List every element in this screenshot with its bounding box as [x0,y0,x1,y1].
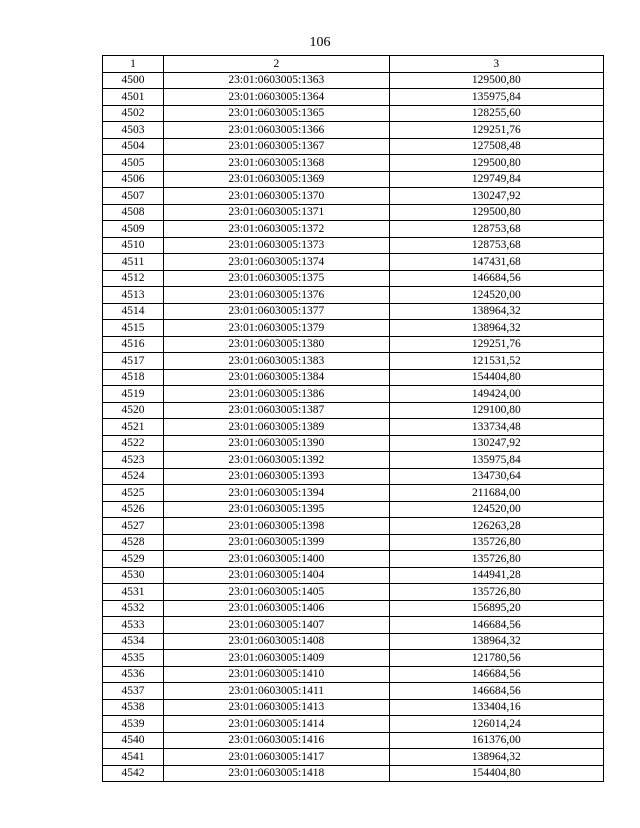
cadastral-number-cell: 23:01:0603005:1369 [164,171,389,188]
row-number-cell: 4528 [103,534,164,551]
cadastral-number-cell: 23:01:0603005:1390 [164,435,389,452]
table-row [103,518,604,535]
page-number: 106 [309,35,331,50]
table-row [103,138,604,155]
cadastral-number-cell: 23:01:0603005:1364 [164,89,389,106]
cadastral-number-cell: 23:01:0603005:1389 [164,419,389,436]
cadastral-number-cell: 23:01:0603005:1400 [164,551,389,568]
value-cell: 147431,68 [389,254,603,271]
value-cell: 134730,64 [389,468,603,485]
row-number-cell: 4539 [103,716,164,733]
table-row [103,171,604,188]
table-row [103,419,604,436]
value-cell: 135975,84 [389,89,603,106]
row-number-cell: 4529 [103,551,164,568]
value-cell: 138964,32 [389,633,603,650]
table-row [103,650,604,667]
table-row [103,485,604,502]
cadastral-number-cell: 23:01:0603005:1363 [164,72,389,89]
value-cell: 146684,56 [389,270,603,287]
cadastral-number-cell: 23:01:0603005:1380 [164,336,389,353]
value-cell: 135726,80 [389,551,603,568]
value-cell: 129500,80 [389,155,603,172]
row-number-cell: 4525 [103,485,164,502]
registry-table [102,55,604,782]
value-cell: 121780,56 [389,650,603,667]
value-cell: 129100,80 [389,402,603,419]
cadastral-number-cell: 23:01:0603005:1373 [164,237,389,254]
cadastral-number-cell: 23:01:0603005:1393 [164,468,389,485]
column-header-number: 1 [103,56,164,73]
cadastral-number-cell: 23:01:0603005:1409 [164,650,389,667]
value-cell: 130247,92 [389,188,603,205]
cadastral-number-cell: 23:01:0603005:1387 [164,402,389,419]
cadastral-number-cell: 23:01:0603005:1367 [164,138,389,155]
value-cell: 124520,00 [389,501,603,518]
row-number-cell: 4514 [103,303,164,320]
table-row [103,468,604,485]
cadastral-number-cell: 23:01:0603005:1368 [164,155,389,172]
value-cell: 128255,60 [389,105,603,122]
row-number-cell: 4519 [103,386,164,403]
value-cell: 129251,76 [389,336,603,353]
value-cell: 127508,48 [389,138,603,155]
value-cell: 126014,24 [389,716,603,733]
table-row [103,716,604,733]
value-cell: 128753,68 [389,237,603,254]
value-cell: 129500,80 [389,72,603,89]
value-cell: 156895,20 [389,600,603,617]
value-cell: 128753,68 [389,221,603,238]
value-cell: 124520,00 [389,287,603,304]
row-number-cell: 4526 [103,501,164,518]
row-number-cell: 4538 [103,699,164,716]
row-number-cell: 4534 [103,633,164,650]
row-number-cell: 4505 [103,155,164,172]
row-number-cell: 4542 [103,765,164,782]
row-number-cell: 4513 [103,287,164,304]
table-row [103,749,604,766]
row-number-cell: 4541 [103,749,164,766]
table-row [103,435,604,452]
table-row [103,72,604,89]
table-row [103,270,604,287]
value-cell: 161376,00 [389,732,603,749]
table-row [103,765,604,782]
cadastral-number-cell: 23:01:0603005:1394 [164,485,389,502]
table-row [103,666,604,683]
cadastral-number-cell: 23:01:0603005:1395 [164,501,389,518]
value-cell: 146684,56 [389,683,603,700]
row-number-cell: 4509 [103,221,164,238]
value-cell: 133734,48 [389,419,603,436]
table-row [103,89,604,106]
value-cell: 211684,00 [389,485,603,502]
value-cell: 129251,76 [389,122,603,139]
row-number-cell: 4518 [103,369,164,386]
row-number-cell: 4520 [103,402,164,419]
cadastral-number-cell: 23:01:0603005:1372 [164,221,389,238]
table-row [103,353,604,370]
cadastral-number-cell: 23:01:0603005:1384 [164,369,389,386]
table-row [103,188,604,205]
row-number-cell: 4517 [103,353,164,370]
row-number-cell: 4511 [103,254,164,271]
cadastral-number-cell: 23:01:0603005:1406 [164,600,389,617]
cadastral-number-cell: 23:01:0603005:1408 [164,633,389,650]
cadastral-number-cell: 23:01:0603005:1366 [164,122,389,139]
row-number-cell: 4510 [103,237,164,254]
cadastral-number-cell: 23:01:0603005:1404 [164,567,389,584]
table-row [103,122,604,139]
table-row [103,699,604,716]
cadastral-number-cell: 23:01:0603005:1417 [164,749,389,766]
table-row [103,287,604,304]
table-row [103,584,604,601]
table-row [103,683,604,700]
row-number-cell: 4507 [103,188,164,205]
value-cell: 146684,56 [389,666,603,683]
cadastral-number-cell: 23:01:0603005:1407 [164,617,389,634]
row-number-cell: 4524 [103,468,164,485]
table-row [103,105,604,122]
table-row [103,320,604,337]
value-cell: 138964,32 [389,303,603,320]
table-row [103,501,604,518]
row-number-cell: 4530 [103,567,164,584]
table-row [103,567,604,584]
value-cell: 135726,80 [389,534,603,551]
value-cell: 129500,80 [389,204,603,221]
cadastral-number-cell: 23:01:0603005:1411 [164,683,389,700]
value-cell: 135975,84 [389,452,603,469]
table-row [103,336,604,353]
value-cell: 146684,56 [389,617,603,634]
row-number-cell: 4527 [103,518,164,535]
table-header-row [103,56,604,73]
value-cell: 149424,00 [389,386,603,403]
table-row [103,617,604,634]
row-number-cell: 4537 [103,683,164,700]
table-row [103,303,604,320]
table-row [103,732,604,749]
cadastral-number-cell: 23:01:0603005:1398 [164,518,389,535]
cadastral-number-cell: 23:01:0603005:1399 [164,534,389,551]
cadastral-number-cell: 23:01:0603005:1376 [164,287,389,304]
table-row [103,369,604,386]
value-cell: 133404,16 [389,699,603,716]
row-number-cell: 4533 [103,617,164,634]
row-number-cell: 4502 [103,105,164,122]
row-number-cell: 4532 [103,600,164,617]
cadastral-number-cell: 23:01:0603005:1418 [164,765,389,782]
row-number-cell: 4536 [103,666,164,683]
value-cell: 130247,92 [389,435,603,452]
cadastral-number-cell: 23:01:0603005:1413 [164,699,389,716]
cadastral-number-cell: 23:01:0603005:1410 [164,666,389,683]
row-number-cell: 4503 [103,122,164,139]
table-row [103,204,604,221]
table-row [103,155,604,172]
value-cell: 126263,28 [389,518,603,535]
table-row [103,452,604,469]
cadastral-number-cell: 23:01:0603005:1386 [164,386,389,403]
table-row [103,386,604,403]
row-number-cell: 4515 [103,320,164,337]
row-number-cell: 4508 [103,204,164,221]
value-cell: 154404,80 [389,765,603,782]
column-header-value: 3 [389,56,603,73]
row-number-cell: 4501 [103,89,164,106]
cadastral-number-cell: 23:01:0603005:1375 [164,270,389,287]
column-header-cadastral-number: 2 [164,56,389,73]
table-row [103,237,604,254]
table-row [103,402,604,419]
cadastral-number-cell: 23:01:0603005:1371 [164,204,389,221]
value-cell: 135726,80 [389,584,603,601]
row-number-cell: 4512 [103,270,164,287]
cadastral-number-cell: 23:01:0603005:1414 [164,716,389,733]
table-body [103,72,604,782]
row-number-cell: 4535 [103,650,164,667]
value-cell: 138964,32 [389,749,603,766]
row-number-cell: 4500 [103,72,164,89]
table-row [103,254,604,271]
table-row [103,551,604,568]
table-row [103,600,604,617]
table-row [103,633,604,650]
row-number-cell: 4504 [103,138,164,155]
row-number-cell: 4516 [103,336,164,353]
value-cell: 154404,80 [389,369,603,386]
row-number-cell: 4531 [103,584,164,601]
cadastral-number-cell: 23:01:0603005:1392 [164,452,389,469]
cadastral-number-cell: 23:01:0603005:1370 [164,188,389,205]
row-number-cell: 4540 [103,732,164,749]
row-number-cell: 4523 [103,452,164,469]
cadastral-number-cell: 23:01:0603005:1377 [164,303,389,320]
cadastral-number-cell: 23:01:0603005:1383 [164,353,389,370]
value-cell: 121531,52 [389,353,603,370]
cadastral-number-cell: 23:01:0603005:1405 [164,584,389,601]
table-row [103,534,604,551]
row-number-cell: 4506 [103,171,164,188]
cadastral-number-cell: 23:01:0603005:1379 [164,320,389,337]
cadastral-number-cell: 23:01:0603005:1416 [164,732,389,749]
table-row [103,221,604,238]
value-cell: 138964,32 [389,320,603,337]
cadastral-number-cell: 23:01:0603005:1374 [164,254,389,271]
value-cell: 129749,84 [389,171,603,188]
value-cell: 144941,28 [389,567,603,584]
row-number-cell: 4522 [103,435,164,452]
cadastral-number-cell: 23:01:0603005:1365 [164,105,389,122]
row-number-cell: 4521 [103,419,164,436]
